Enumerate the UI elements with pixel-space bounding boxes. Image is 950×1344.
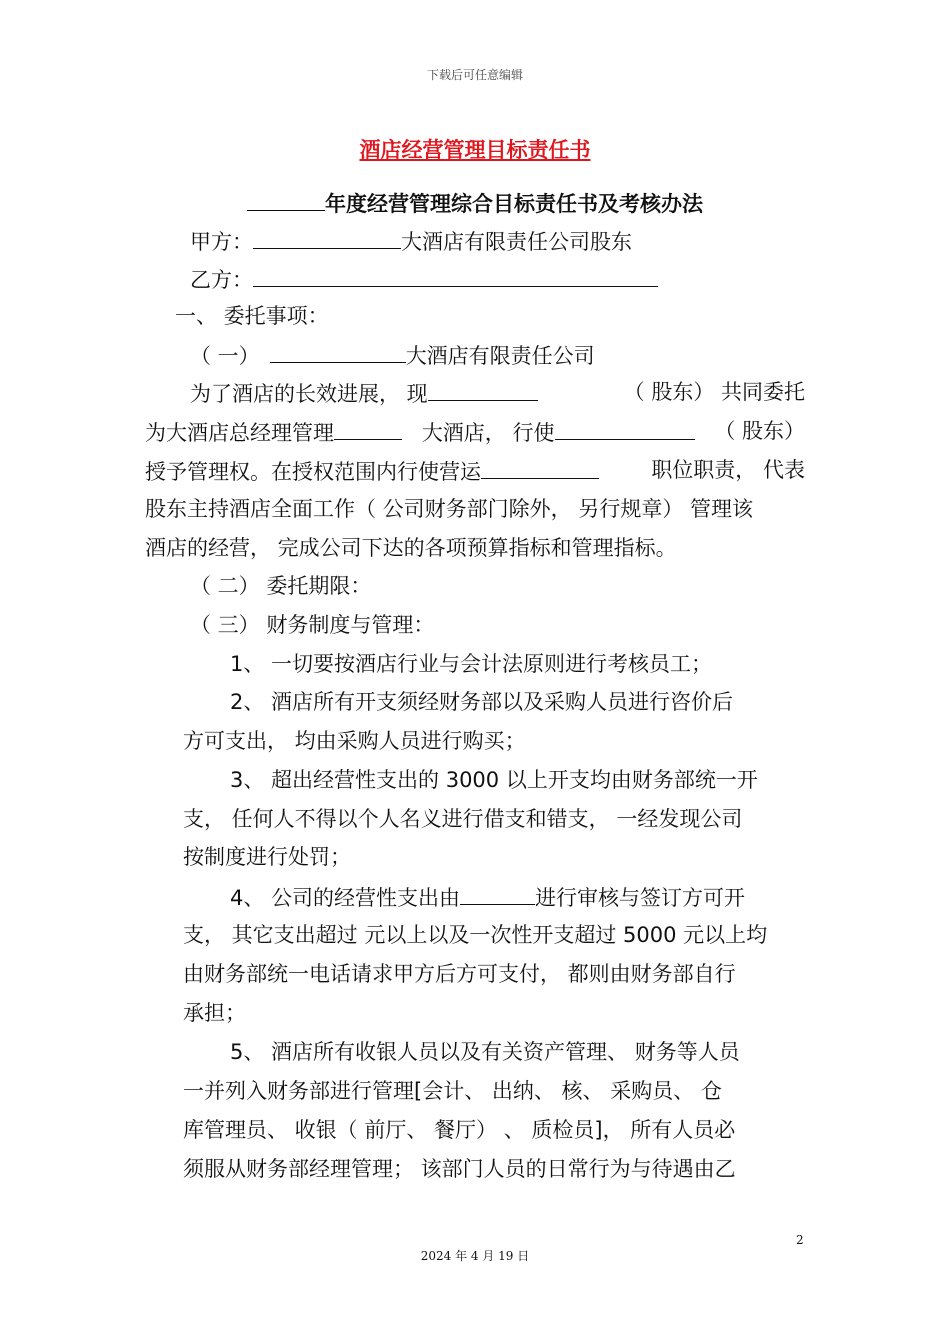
p1-l2-text-a: 为大酒店总经理管理: [145, 421, 334, 445]
subsection-1: [190, 338, 595, 372]
item-2-line-2: 方可支出， 均由采购人员进行购买；: [183, 729, 526, 753]
p1-text-b: （ 股东） 共同委托: [623, 380, 805, 404]
p1-l2-text-c: （ 股东）: [714, 419, 805, 443]
party-a-line: [190, 224, 632, 258]
shareholder-blank: [428, 376, 538, 401]
subsection-2: （ 二） 委托期限：: [190, 574, 372, 598]
year-blank: [247, 186, 325, 211]
item-4-text-b: 进行审核与签订方可开: [535, 886, 746, 910]
paragraph-1-line-1: [145, 376, 805, 410]
subsection-1-text: 大酒店有限责任公司: [405, 344, 595, 368]
page-footer-date: 2024 年 4 月 19 日: [420, 1249, 530, 1263]
paragraph-1-line-2: [145, 415, 805, 449]
operation-blank: [481, 454, 599, 479]
item-5-line-1: 5、 酒店所有收银人员以及有关资产管理、 财务等人员: [230, 1040, 740, 1064]
party-b-blank: [253, 262, 658, 287]
paragraph-1-line-3: [145, 454, 805, 488]
subtitle-text: 年度经营管理综合目标责任书及考核办法: [325, 192, 703, 216]
p1-l3-text-b: 职位职责， 代表: [651, 458, 805, 482]
exercise-blank: [555, 415, 695, 440]
subsection-3: （ 三） 财务制度与管理：: [190, 613, 435, 637]
party-a-text: 大酒店有限责任公司股东: [401, 230, 632, 254]
item-4-line-3: 由财务部统一电话请求甲方后方可支付， 都则由财务部自行: [183, 962, 736, 986]
item-5-line-4: 须服从财务部经理管理； 该部门人员的日常行为与待遇由乙: [183, 1157, 736, 1181]
item-4-line-2: 支， 其它支出超过 元以上以及一次性开支超过 5000 元以上均: [183, 923, 768, 947]
item-5-line-3: 库管理员、 收银（ 前厅、 餐厅） 、 质检员]， 所有人员必: [183, 1118, 736, 1142]
subsection-1-label: （ 一）: [190, 344, 260, 368]
document-subtitle: [0, 186, 950, 218]
page-number: 2: [796, 1233, 804, 1247]
hotel-blank: [334, 415, 402, 440]
subsection-1-blank: [270, 338, 406, 363]
item-5-line-2: 一并列入财务部进行管理[会计、 出纳、 核、 采购员、 仓: [183, 1079, 722, 1103]
item-4-line-1: [230, 880, 745, 914]
item-1: 1、 一切要按酒店行业与会计法原则进行考核员工；: [230, 652, 713, 676]
paragraph-1-line-5: 酒店的经营， 完成公司下达的各项预算指标和管理指标。: [145, 536, 677, 560]
reviewer-blank: [460, 880, 535, 905]
item-3-line-2: 支， 任何人不得以个人名义进行借支和错支， 一经发现公司: [183, 807, 743, 831]
item-3-line-3: 按制度进行处罚；: [183, 845, 351, 869]
item-2-line-1: 2、 酒店所有开支须经财务部以及采购人员进行咨价后: [230, 690, 734, 714]
p1-l3-text-a: 授予管理权。在授权范围内行使营运: [145, 460, 481, 484]
party-a-label: 甲方：: [190, 230, 253, 254]
party-b-line: [190, 262, 658, 296]
item-3-line-1: 3、 超出经营性支出的 3000 以上开支均由财务部统一开: [230, 768, 758, 792]
item-4-text-a: 4、 公司的经营性支出由: [230, 886, 461, 910]
page-header: 下载后可任意编辑: [426, 68, 523, 82]
paragraph-1-line-4: 股东主持酒店全面工作（ 公司财务部门除外， 另行规章） 管理该: [145, 497, 754, 521]
p1-l2-text-b: 大酒店， 行使: [421, 421, 555, 445]
party-a-blank: [253, 224, 401, 249]
p1-text-a: 为了酒店的长效进展， 现: [190, 382, 428, 406]
item-4-line-4: 承担；: [183, 1001, 246, 1025]
party-b-label: 乙方：: [190, 268, 253, 292]
document-title: 酒店经营管理目标责任书: [359, 138, 591, 162]
section-1-heading: 一、 委托事项：: [175, 304, 329, 328]
